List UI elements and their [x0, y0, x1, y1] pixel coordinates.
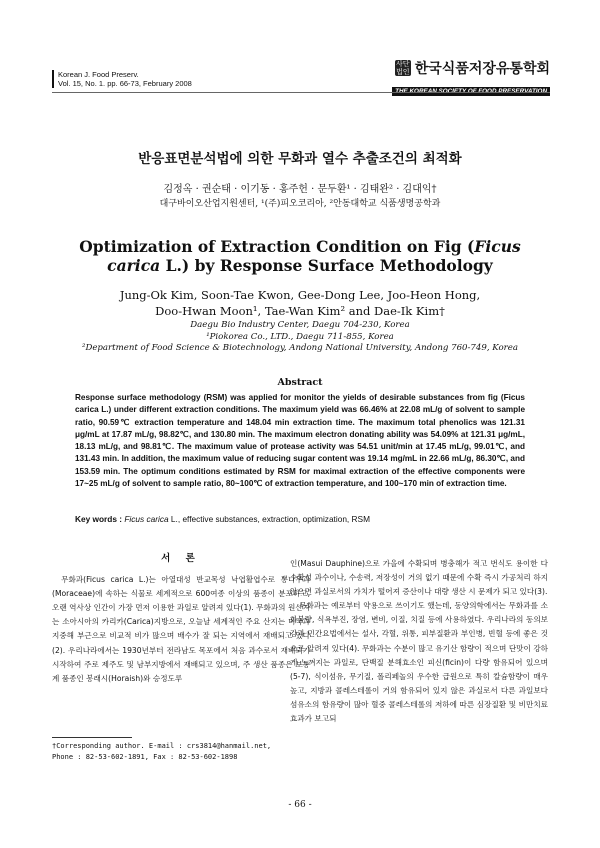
affiliation-english-line: ¹Piokorea Co., LTD., Daegu 711-855, Korea: [206, 331, 394, 342]
title-english-part2: L.) by Response Surface Methodology: [160, 256, 493, 275]
body-paragraph: 인(Masui Dauphine)으로 가을에 수확되며 병충해가 적고 번식도 용이한 다수확성 과수이나, 수송력, 저장성이 거의 없기 때문에 수확 즉시 가공처리 하지 않으면 과실로서의 가치가 떨어져 증산이나 대량 생산 시 문제가 되고 있다(3).: [290, 559, 548, 597]
society-name-en: THE KOREAN SOCIETY OF FOOD PRESERVATION: [392, 87, 550, 96]
corresponding-author-footnote: [52, 741, 292, 763]
society-name-ko: 한국식품저장유통학회: [414, 61, 550, 77]
society-mark-bottom: 법인: [395, 68, 410, 76]
abstract-heading: Abstract: [277, 377, 323, 388]
header-divider: [52, 92, 550, 93]
footnote-email: †Corresponding author. E-mail : crs3814@hanmail.net,: [52, 742, 272, 750]
society-mark-top: 사단: [395, 60, 410, 68]
body-column-left: [52, 552, 310, 686]
keywords-species: Ficus carica: [124, 514, 169, 524]
journal-volume: Vol. 15, No. 1. pp. 66-73, February 2008: [58, 79, 192, 88]
affiliation-korean: 대구바이오산업지원센터, ¹(주)피오코리아, ²안동대학교 식품생명공학과: [159, 199, 441, 209]
affiliation-english: [40, 320, 560, 355]
title-korean: 반응표면분석법에 의한 무화과 열수 추출조건의 최적화: [138, 151, 462, 167]
keywords-label: Key words :: [75, 514, 123, 524]
title-english-part1: Optimization of Extraction Condition on Fig (: [79, 237, 475, 256]
title-english-species: Ficus carica: [107, 237, 521, 275]
abstract-text: Response surface methodology (RSM) was applied for monitor the yields of desirable substances from fig (Ficus carica L.) under different extraction conditions. The maximum yield was 66.46% at 22.08 mL/g of solvent to sample ratio, 90.59℃ extraction temperature and 148.04 min extraction time. The maximum total phenolics was 121.31 μg/mL at 17.87 mL/g, 98.82℃, and 130.80 min. The maximum electron donating ability was 54.09% at 121.31 μg/mL, 18.13 mL/g, and 98.81℃. The maximum value of protease activity was 54.51 unit/min at 17.45 mL/g, 99.01℃, and 131.43 min. In addition, the maximum value of reducing sugar content was 19.14 mg/mL in 22.66 mL/g, 86.30℃, and 153.59 min. The optimum conditions estimated by RSM for maximal extraction of the effective components were 17~25 mL/g of solvent to sample ratio, 80~100℃ of extraction temperature, and 100~170 min of extraction time.: [75, 393, 525, 489]
authors-english-line2: Doo-Hwan Moon¹, Tae-Wan Kim² and Dae-Ik Kim†: [155, 304, 445, 318]
affiliation-english-line: Daegu Bio Industry Center, Daegu 704-230, Korea: [190, 320, 410, 330]
society-name-row: [380, 58, 550, 78]
body-paragraph: 무화과는 예로부터 약용으로 쓰이기도 했는데, 동양의학에서는 무화과를 소화불량, 식욕부진, 장염, 변비, 이질, 치질 등에 사용하였다. 우리나라의 동의보감과 민간요법에서는 설사, 각혈, 위통, 피부질환과 부인병, 빈혈 등에 좋은 것으로 알려져 있다(4). 무화과는 수분이 많고 유기산 함량이 적으며 단맛이 강하게 느껴지는 과일로, 단백질 분해효소인 피신(ficin)이 다량 함유되어 있으며(5-7), 식이섬유, 무기질, 폴리페놀의 우수한 급원으로 특히 칼슘함량이 매우 높고, 지방과 콜레스테롤이 거의 함유되어 있지 않은 과실로서 다른 과일보다 섬유소의 함유량이 많아 혈중 콜레스테롤의 저하에 따른 심장질환 및 비만치료효과가 보고되: [290, 601, 548, 724]
authors-english-line1: Jung-Ok Kim, Soon-Tae Kwon, Gee-Dong Lee, Joo-Heon Hong,: [119, 288, 481, 302]
page-number: - 66 -: [288, 800, 312, 810]
affiliation-english-line: ²Department of Food Science & Biotechnology, Andong National University, Andong 760-749, Korea: [82, 343, 518, 353]
authors-korean: 김정옥 · 권순태 · 이기동 · 홍주헌 · 문두환¹ · 김태완² · 김대익†: [163, 184, 437, 195]
keywords: [75, 514, 525, 524]
society-emblem-icon: [395, 60, 411, 76]
keywords-list: L., effective substances, extraction, optimization, RSM: [168, 514, 370, 524]
body-column-right: [290, 557, 548, 726]
body-paragraph: 무화과(Ficus carica L.)는 아열대성 반교목성 낙엽활엽수로 뽕나무과(Moraceae)에 속하는 식물로 세계적으로 600여종 이상의 품종이 분포하고, 오랜 역사상 인간이 가장 먼저 이용한 과일로 알려져 있다(1). 무화과의 원산지는 소아시아의 카리카(Carica)지방으로, 오늘날 세계적인 주요 산지는 미국과 지중해 부근으로 비교적 비가 많으며 배수가 잘 되는 지역에서 재배되고 있다(2). 우리나라에서는 1930년부터 전라남도 목포에서 처음 과수로서 재배되기 시작하여 주로 제주도 및 남부지방에서 재배되고 있으며, 주 생산 품종은 보통계 품종인 봉래시(Horaish)와 승정도루: [52, 575, 310, 683]
authors-english: [60, 287, 540, 319]
footnote-divider: [52, 737, 132, 738]
journal-info: [52, 70, 192, 88]
footnote-phone: Phone : 82-53-602-1891, Fax : 82-53-602-1898: [52, 753, 238, 761]
journal-name: Korean J. Food Preserv.: [58, 70, 139, 79]
section-title-introduction: 서 론: [161, 553, 201, 564]
title-english: [60, 237, 540, 275]
